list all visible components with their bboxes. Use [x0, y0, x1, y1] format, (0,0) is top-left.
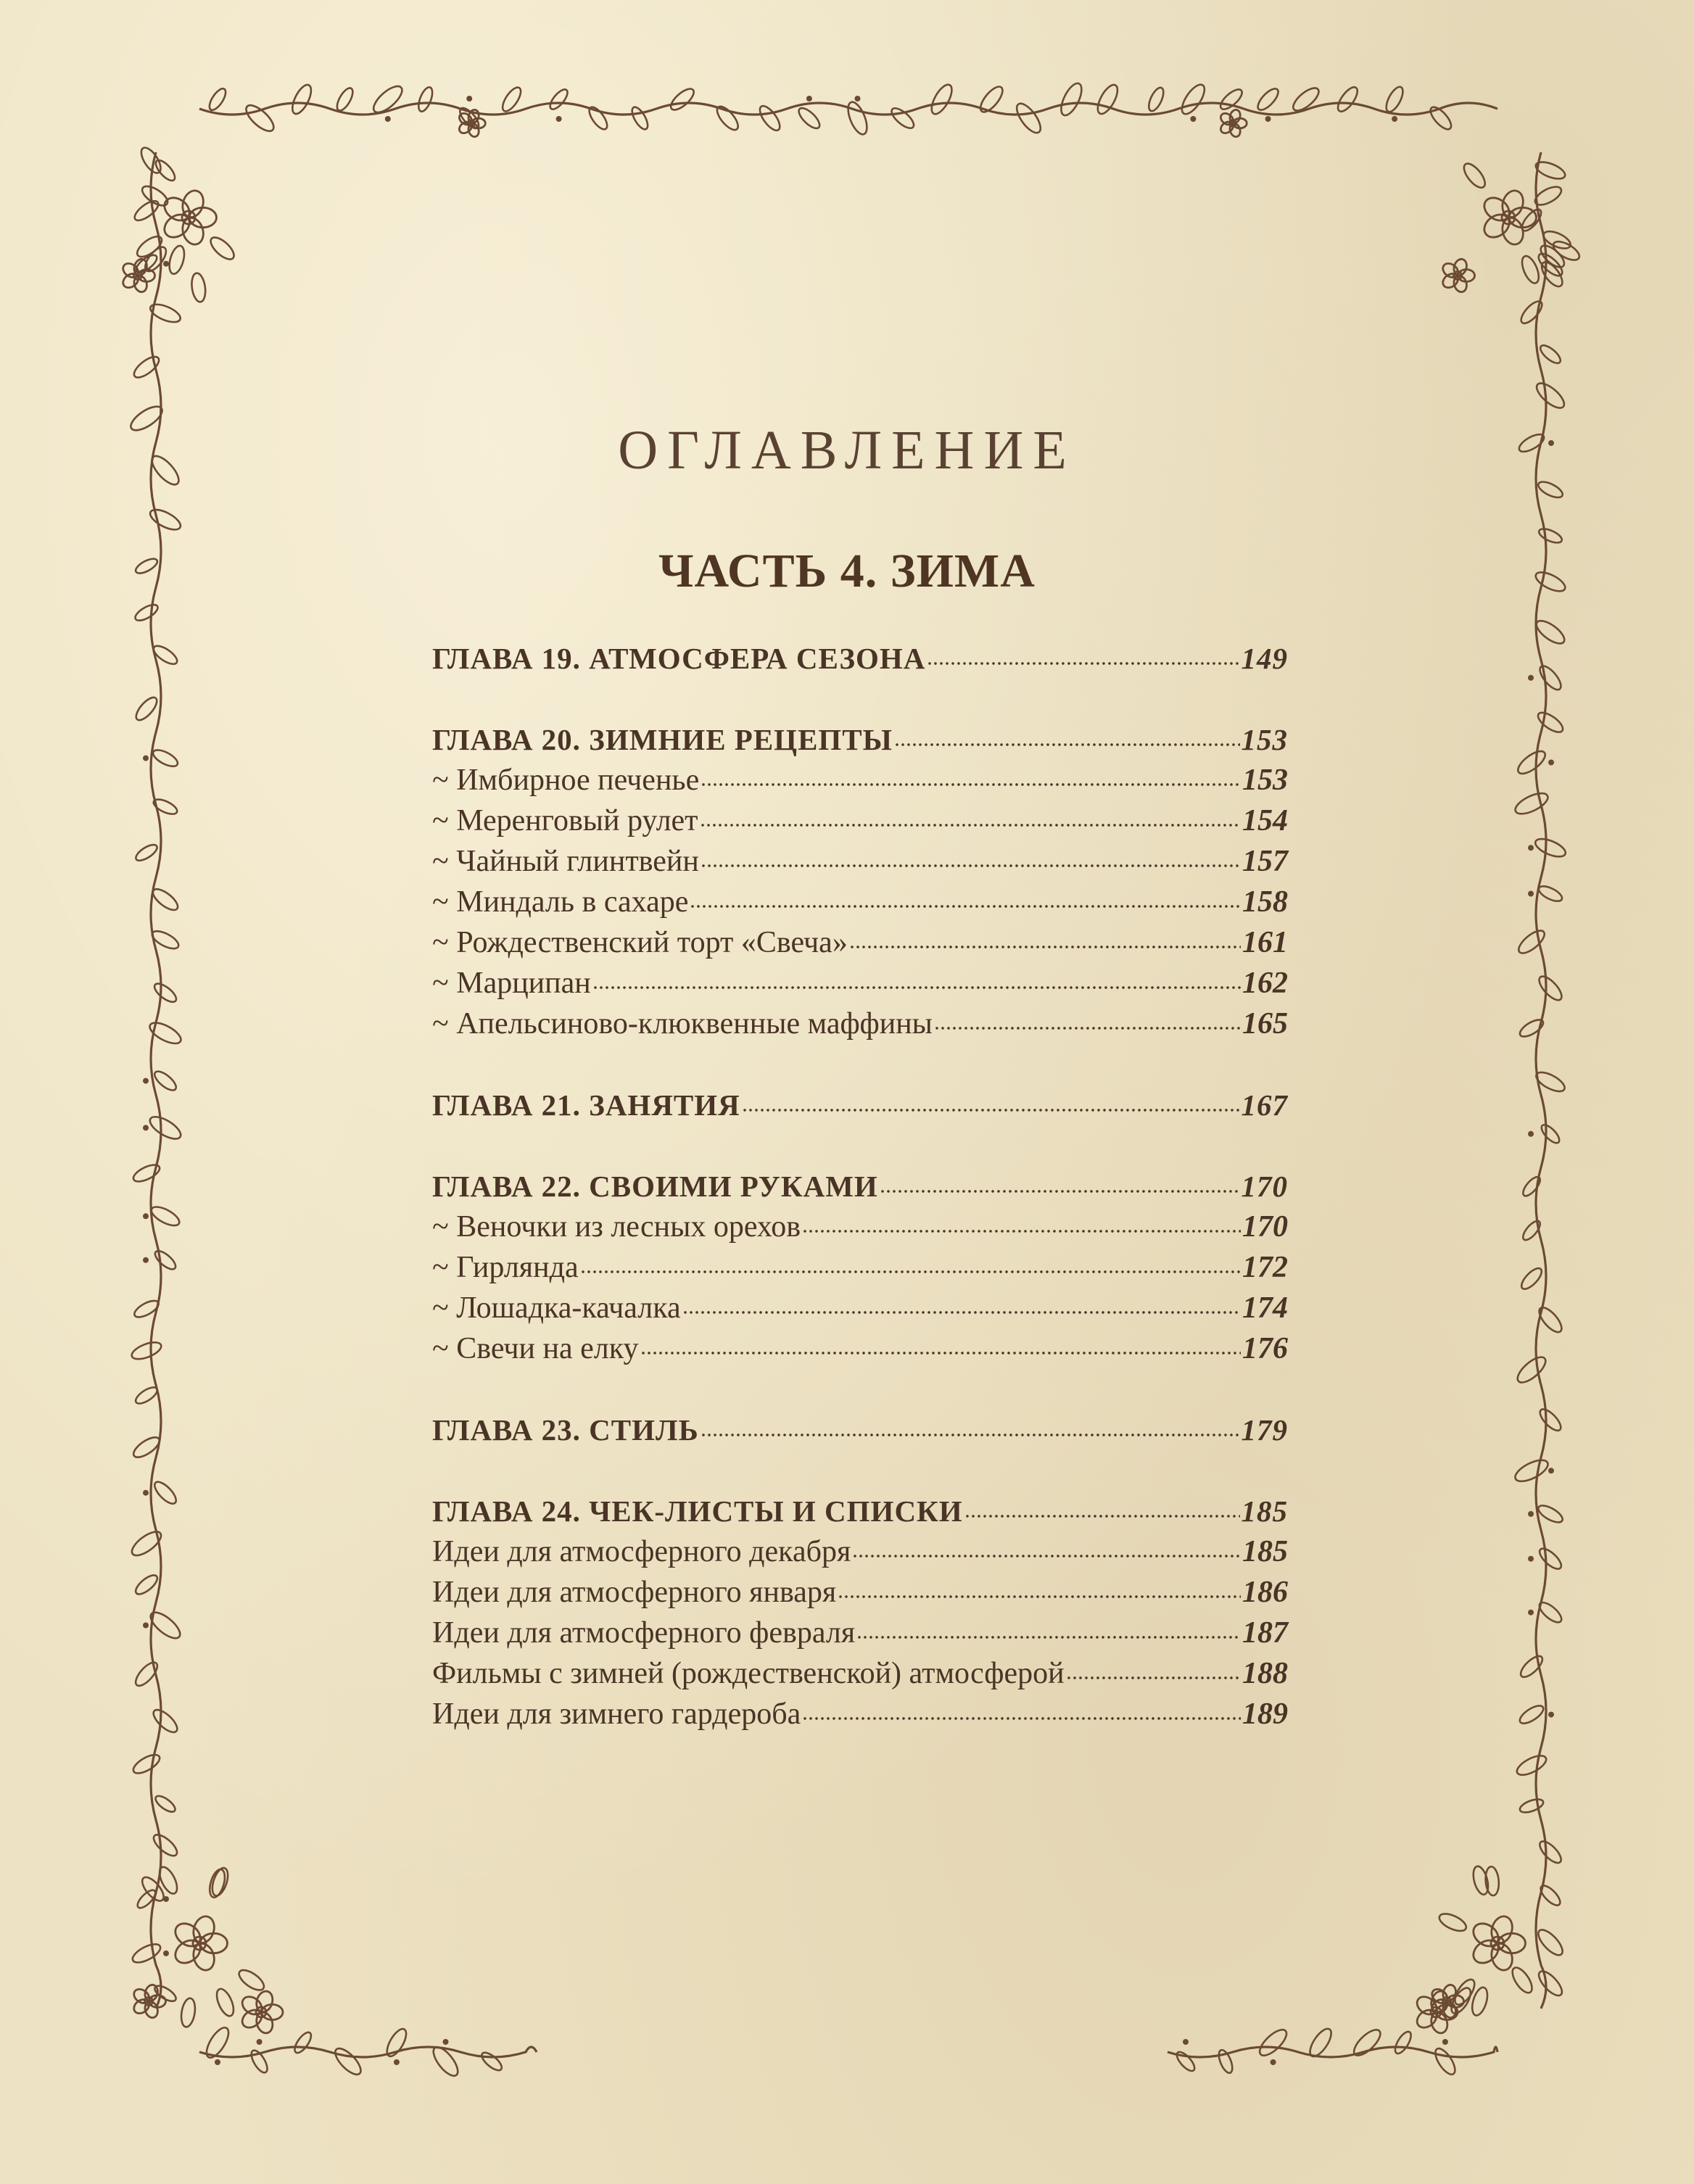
- leaf-icon: [586, 104, 611, 132]
- leaf-icon: [1537, 1599, 1565, 1625]
- leader-dots: [701, 861, 1241, 869]
- leaf-icon: [844, 99, 870, 136]
- toc-label: ГЛАВА 19. АТМОСФЕРА СЕЗОНА: [432, 642, 926, 675]
- toc-item[interactable]: [432, 1328, 1288, 1369]
- leaf-icon: [888, 105, 917, 132]
- leader-dots: [640, 1349, 1241, 1356]
- toc-page-number: 185: [1242, 1535, 1288, 1568]
- berry-icon: [1548, 1712, 1554, 1718]
- toc-label: ~ Чайный глинтвейн: [432, 845, 699, 878]
- leaf-icon: [1539, 1122, 1562, 1146]
- part-title: ЧАСТЬ 4. ЗИМА: [658, 545, 1036, 597]
- berry-icon: [1548, 760, 1554, 766]
- berry-icon: [1270, 2059, 1276, 2065]
- toc-page-number: 153: [1242, 764, 1288, 797]
- leaf-icon: [131, 1751, 162, 1776]
- berry-icon: [806, 96, 812, 102]
- berry-icon: [394, 2059, 400, 2065]
- leaf-icon: [1537, 1406, 1564, 1434]
- leaf-icon: [213, 1987, 236, 2019]
- leader-dots: [682, 1308, 1241, 1315]
- leaf-icon: [1537, 883, 1564, 904]
- leaf-icon: [1533, 379, 1568, 412]
- leaf-icon: [1537, 1838, 1564, 1866]
- leaf-icon: [1334, 84, 1360, 115]
- berry-icon: [163, 1951, 169, 1956]
- toc-item[interactable]: [432, 1288, 1288, 1328]
- leader-dots: [856, 1633, 1241, 1640]
- leaf-icon: [133, 602, 160, 624]
- toc-item[interactable]: [432, 1247, 1288, 1288]
- leaf-icon: [1534, 1069, 1568, 1096]
- leaf-icon: [130, 1940, 163, 1966]
- leaf-icon: [292, 2030, 314, 2055]
- leaf-icon: [152, 796, 179, 816]
- leaf-icon: [1535, 1968, 1566, 1999]
- leaf-icon: [167, 244, 187, 276]
- leaf-icon: [133, 1384, 160, 1407]
- leaf-icon: [1514, 1752, 1549, 1779]
- berry-icon: [215, 2059, 220, 2065]
- toc-label: ГЛАВА 24. ЧЕК-ЛИСТЫ И СПИСКИ: [432, 1494, 963, 1528]
- berry-icon: [143, 1623, 149, 1629]
- berry-icon: [1528, 1610, 1534, 1616]
- leaf-icon: [714, 103, 742, 133]
- toc-label: ~ Меренговый рулет: [432, 804, 698, 837]
- table-of-contents: [432, 638, 1288, 1734]
- toc-page-number: 174: [1242, 1291, 1288, 1325]
- toc-page-number: 170: [1242, 1210, 1288, 1244]
- toc-item[interactable]: [432, 882, 1288, 922]
- leaf-icon: [132, 1297, 161, 1320]
- leaf-icon: [1512, 1456, 1550, 1486]
- leaf-icon: [207, 86, 229, 112]
- berry-icon: [143, 1257, 149, 1263]
- toc-page-number: 187: [1242, 1616, 1288, 1650]
- leader-dots: [802, 1227, 1241, 1234]
- leaf-icon: [1519, 1797, 1545, 1815]
- berry-icon: [143, 1125, 149, 1130]
- toc-chapter-21[interactable]: [432, 1085, 1288, 1125]
- berry-icon: [466, 96, 472, 102]
- toc-label: ГЛАВА 21. ЗАНЯТИЯ: [432, 1088, 740, 1122]
- leaf-icon: [190, 272, 207, 302]
- leaf-icon: [149, 885, 181, 914]
- leader-dots: [1066, 1674, 1241, 1681]
- toc-item[interactable]: [432, 801, 1288, 841]
- toc-label: ~ Рождественский торт «Свеча»: [432, 926, 848, 959]
- leaf-icon: [131, 1162, 162, 1185]
- leaf-icon: [1537, 526, 1564, 545]
- toc-item[interactable]: [432, 963, 1288, 1004]
- leaf-icon: [1508, 1964, 1535, 1995]
- toc-label: Фильмы с зимней (рождественской) атмосферой: [432, 1657, 1065, 1690]
- leaf-icon: [1306, 2025, 1335, 2059]
- leader-dots: [964, 1512, 1240, 1519]
- berry-icon: [855, 96, 861, 102]
- leaf-icon: [1174, 2049, 1197, 2074]
- leader-dots: [880, 1187, 1240, 1194]
- leaf-icon: [416, 86, 435, 113]
- leaf-icon: [796, 105, 822, 132]
- toc-label: Идеи для зимнего гардероба: [432, 1697, 801, 1731]
- leaf-icon: [756, 103, 783, 133]
- toc-chapter-20[interactable]: [432, 719, 1288, 760]
- leaf-icon: [1537, 663, 1565, 693]
- leaf-icon: [152, 980, 179, 1005]
- berry-icon: [1265, 116, 1271, 122]
- leaf-icon: [1535, 709, 1566, 736]
- toc-item[interactable]: [432, 1531, 1288, 1572]
- leaf-icon: [1094, 82, 1121, 117]
- leader-dots: [690, 902, 1241, 909]
- leaf-icon: [1012, 100, 1044, 136]
- leaf-icon: [629, 105, 650, 132]
- toc-item[interactable]: [432, 1613, 1288, 1653]
- leaf-icon: [236, 1966, 267, 1994]
- berry-icon: [1528, 1556, 1534, 1562]
- berry-icon: [1528, 845, 1534, 851]
- leaf-icon: [146, 1112, 184, 1143]
- leaf-icon: [479, 2050, 505, 2074]
- toc-page-number: 161: [1242, 926, 1288, 959]
- toc-label: ГЛАВА 22. СВОИМИ РУКАМИ: [432, 1170, 878, 1203]
- leader-dots: [700, 821, 1241, 828]
- berry-icon: [143, 1078, 149, 1084]
- berry-icon: [1548, 1468, 1554, 1473]
- toc-item[interactable]: [432, 1694, 1288, 1734]
- leader-dots: [894, 740, 1240, 748]
- toc-label: Идеи для атмосферного февраля: [432, 1616, 856, 1650]
- berry-icon: [143, 756, 149, 761]
- toc-label: ~ Марципан: [432, 967, 591, 1000]
- toc-page-number: 172: [1242, 1251, 1288, 1284]
- berry-icon: [443, 2039, 449, 2045]
- leaf-icon: [1520, 1174, 1542, 1199]
- toc-label: ~ Миндаль в сахаре: [432, 885, 689, 919]
- toc-chapter-23[interactable]: [432, 1410, 1288, 1450]
- berry-icon: [1183, 2039, 1189, 2045]
- leaf-icon: [1519, 1265, 1545, 1292]
- toc-label: ~ Веночки из лесных орехов: [432, 1210, 801, 1244]
- leaf-icon: [1537, 1882, 1563, 1908]
- toc-label: ~ Лошадка-качалка: [432, 1291, 681, 1325]
- leaf-icon: [1146, 86, 1166, 113]
- leaf-icon: [133, 1572, 160, 1597]
- leaf-icon: [132, 197, 162, 223]
- leaf-icon: [1536, 973, 1566, 1004]
- leaf-icon: [1256, 2026, 1291, 2060]
- leader-dots: [580, 1267, 1241, 1275]
- toc-page-number: 165: [1242, 1007, 1288, 1041]
- leader-dots: [934, 1024, 1241, 1031]
- page-title: ОГЛАВЛЕНИЕ: [618, 420, 1076, 481]
- leaf-icon: [927, 82, 956, 117]
- leaf-icon: [1515, 748, 1549, 778]
- leader-dots: [802, 1714, 1241, 1721]
- leaf-icon: [1533, 835, 1568, 860]
- leaf-icon: [1431, 2046, 1458, 2077]
- leaf-icon: [1515, 927, 1548, 957]
- toc-page-number: 176: [1242, 1332, 1288, 1365]
- toc-page-number: 189: [1242, 1697, 1288, 1731]
- leader-dots: [701, 1431, 1240, 1438]
- leaf-icon: [1178, 81, 1209, 117]
- leaf-icon: [152, 1248, 178, 1273]
- toc-page-number: 153: [1241, 723, 1288, 756]
- toc-page-number: 185: [1241, 1494, 1288, 1528]
- toc-page-number: 149: [1241, 642, 1288, 675]
- leaf-icon: [207, 233, 238, 262]
- berry-icon: [1528, 1511, 1534, 1517]
- toc-page-number: 158: [1242, 885, 1288, 919]
- toc-label: ~ Апельсиново-клюквенные маффины: [432, 1007, 933, 1041]
- toc-item[interactable]: [432, 1207, 1288, 1247]
- berry-icon: [163, 261, 169, 267]
- leaf-icon: [334, 86, 356, 112]
- leader-dots: [742, 1106, 1240, 1113]
- leaf-icon: [1517, 1017, 1545, 1040]
- leaf-icon: [1057, 80, 1086, 118]
- berry-icon: [1528, 675, 1534, 681]
- toc-page-number: 186: [1242, 1576, 1288, 1609]
- leaf-icon: [1513, 1353, 1549, 1387]
- leaf-icon: [148, 301, 183, 326]
- leaf-icon: [1350, 2026, 1384, 2059]
- leader-dots: [838, 1592, 1241, 1600]
- leaf-icon: [1460, 160, 1489, 191]
- berry-icon: [257, 2039, 263, 2045]
- leaf-icon: [1537, 342, 1563, 366]
- toc-label: ГЛАВА 23. СТИЛЬ: [432, 1413, 699, 1447]
- toc-label: ~ Свечи на елку: [432, 1332, 639, 1365]
- leader-dots: [852, 1552, 1241, 1559]
- leaf-icon: [179, 1997, 197, 2027]
- leaf-icon: [153, 157, 178, 183]
- leaf-icon: [133, 842, 160, 864]
- leaf-icon: [152, 1068, 179, 1093]
- toc-page-number: 170: [1241, 1170, 1288, 1203]
- toc-page-number: 167: [1241, 1088, 1288, 1122]
- berry-icon: [385, 116, 391, 122]
- leaf-icon: [1513, 789, 1551, 818]
- toc-label: Идеи для атмосферного декабря: [432, 1535, 851, 1568]
- toc-page-number: 157: [1242, 845, 1288, 878]
- berry-icon: [143, 1213, 149, 1219]
- berry-icon: [1392, 116, 1397, 122]
- leaf-icon: [153, 1793, 178, 1815]
- leaf-icon: [151, 747, 180, 769]
- leaf-icon: [384, 2026, 410, 2059]
- leader-dots: [927, 659, 1239, 666]
- toc-chapter-22[interactable]: [432, 1166, 1288, 1207]
- toc-item[interactable]: [432, 1572, 1288, 1613]
- toc-page-number: 179: [1241, 1413, 1288, 1447]
- leader-dots: [849, 943, 1241, 950]
- leaf-icon: [133, 694, 160, 723]
- toc-page-number: 162: [1242, 967, 1288, 1000]
- toc-label: ~ Имбирное печенье: [432, 764, 700, 797]
- toc-chapter-24[interactable]: [432, 1491, 1288, 1531]
- leaf-icon: [1437, 1911, 1468, 1935]
- toc-item[interactable]: [432, 841, 1288, 882]
- leader-dots: [592, 983, 1241, 990]
- leaf-icon: [1518, 298, 1545, 326]
- leaf-icon: [152, 1478, 180, 1507]
- leaf-icon: [150, 1706, 181, 1736]
- leaf-icon: [130, 1339, 164, 1362]
- leaf-icon: [147, 505, 183, 533]
- berry-icon: [1528, 891, 1534, 897]
- toc-label: Идеи для атмосферного января: [432, 1576, 837, 1609]
- berry-icon: [1442, 2039, 1448, 2045]
- berry-icon: [556, 116, 562, 122]
- toc-page-number: 154: [1242, 804, 1288, 837]
- toc-label: ~ Гирлянда: [432, 1251, 579, 1284]
- toc-label: ГЛАВА 20. ЗИМНИЕ РЕЦЕПТЫ: [432, 723, 893, 756]
- berry-icon: [143, 1490, 149, 1496]
- leaf-icon: [668, 86, 698, 114]
- leaf-icon: [1383, 84, 1406, 114]
- leaf-icon: [1537, 1545, 1564, 1572]
- toc-item[interactable]: [432, 922, 1288, 963]
- leaf-icon: [1392, 2030, 1414, 2056]
- toc-page-number: 188: [1242, 1657, 1288, 1690]
- leaf-icon: [150, 1831, 180, 1859]
- leaf-icon: [1255, 86, 1281, 113]
- leader-dots: [701, 780, 1241, 787]
- leaf-icon: [1517, 1703, 1546, 1727]
- toc-item[interactable]: [432, 760, 1288, 801]
- leaf-icon: [331, 2045, 365, 2079]
- leaf-icon: [548, 87, 571, 112]
- berry-icon: [1528, 1131, 1534, 1137]
- leaf-icon: [289, 82, 315, 116]
- berry-icon: [1190, 116, 1196, 122]
- leaf-icon: [1534, 159, 1567, 182]
- toc-chapter-19[interactable]: [432, 638, 1288, 679]
- toc-item[interactable]: [432, 1004, 1288, 1044]
- toc-item[interactable]: [432, 1653, 1288, 1694]
